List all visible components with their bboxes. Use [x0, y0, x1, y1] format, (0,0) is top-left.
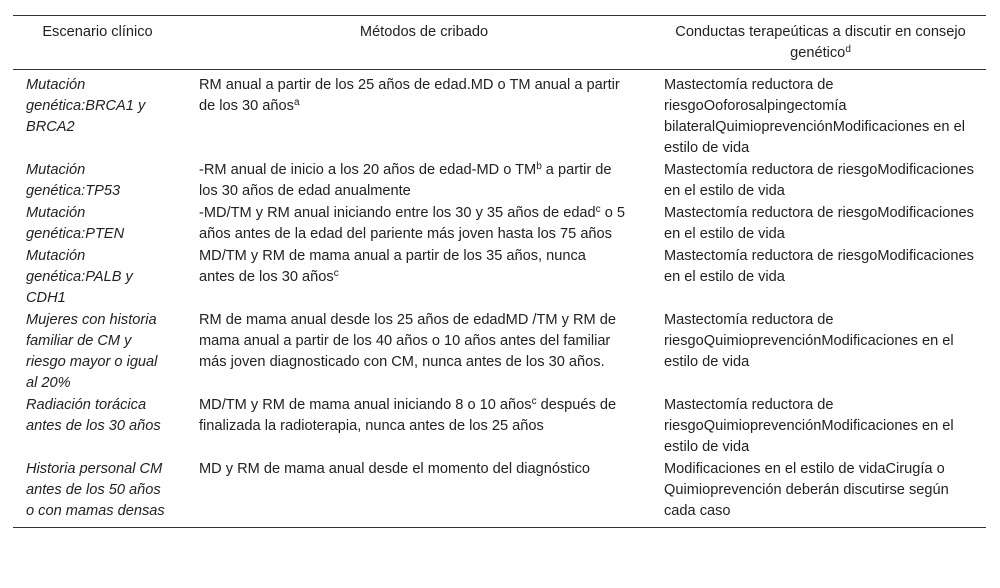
header-methods: Métodos de cribado [193, 16, 655, 70]
table-row [13, 203, 986, 246]
row-methods-text: MD/TM y RM de mama anual iniciando 8 o 10 años [199, 397, 532, 413]
row-methods [193, 395, 655, 459]
table-body [13, 70, 986, 528]
row-conduct: Mastectomía reductora de riesgoModificaciones en el estilo de vida [664, 205, 974, 242]
row-conduct: Mastectomía reductora de riesgoOoforosalpingectomía bilateralQuimioprevenciónModificaciones en el estilo de vida [664, 77, 965, 156]
row-methods-text: RM anual a partir de los 25 años de edad.MD o TM anual a partir de los 30 años [199, 77, 620, 114]
footnote-marker: d [845, 44, 851, 55]
table-row [13, 160, 986, 203]
row-methods-text-cont: después de finalizada la radioterapia, nunca antes de los 25 años [199, 397, 617, 434]
screening-table-container [13, 15, 986, 528]
row-scenario: Historia personal CM antes de los 50 años o con mamas densas [13, 459, 193, 528]
footnote-marker: c [333, 268, 339, 279]
row-methods [193, 203, 655, 246]
header-conduct-text: Conductas terapeúticas a discutir en consejo genético [675, 24, 966, 61]
row-methods: RM de mama anual desde los 25 años de edadMD /TM y RM de mama anual a partir de los 40 años o 10 años antes del familiar más joven diagnosticado con CM, nunca antes de los 30 años. [199, 312, 616, 370]
header-scenario: Escenario clínico [13, 16, 193, 70]
row-methods-text-cont: a partir de los 30 años de edad anualmente [199, 162, 612, 199]
table-row [13, 70, 986, 161]
row-conduct: Mastectomía reductora de riesgoQuimioprevenciónModificaciones en el estilo de vida [664, 397, 954, 455]
table-row [13, 395, 986, 459]
table-row [13, 246, 986, 310]
row-methods-text: MD/TM y RM de mama anual a partir de los 35 años, nunca antes de los 30 años [199, 248, 586, 285]
table-header [13, 16, 986, 70]
footnote-marker: a [293, 97, 300, 108]
header-row [13, 16, 986, 70]
row-conduct: Mastectomía reductora de riesgoQuimioprevenciónModificaciones en el estilo de vida [664, 312, 954, 370]
row-scenario: Mutación genética:PALB y CDH1 [26, 248, 133, 306]
screening-table [13, 15, 986, 528]
row-conduct: Modificaciones en el estilo de vidaCirugía o Quimioprevención deberán discutirse según cada caso [655, 459, 986, 528]
footnote-marker: b [536, 161, 542, 172]
table-row [13, 459, 986, 528]
row-scenario: Mutación genética:TP53 [26, 162, 121, 199]
footnote-marker: c [531, 396, 537, 407]
row-methods [193, 160, 655, 203]
row-methods-text: -MD/TM y RM anual iniciando entre los 30 y 35 años de edad [199, 205, 596, 221]
header-conduct [655, 16, 986, 70]
row-methods: MD y RM de mama anual desde el momento del diagnóstico [193, 459, 655, 528]
row-scenario: Mutación genética:PTEN [26, 205, 125, 242]
row-methods-text: -RM anual de inicio a los 20 años de edad-MD o TM [199, 162, 537, 178]
row-methods [193, 70, 655, 161]
table-row [13, 310, 986, 395]
row-conduct: Mastectomía reductora de riesgoModificaciones en el estilo de vida [664, 248, 974, 285]
row-scenario: Radiación torácica antes de los 30 años [26, 397, 161, 434]
footnote-marker: c [595, 204, 601, 215]
row-scenario: Mujeres con historia familiar de CM y riesgo mayor o igual al 20% [26, 312, 158, 391]
row-methods [193, 246, 655, 310]
row-scenario: Mutación genética:BRCA1 y BRCA2 [26, 77, 146, 135]
row-methods-text-cont: o 5 años antes de la edad del pariente más joven hasta los 75 años [199, 205, 626, 242]
row-conduct: Mastectomía reductora de riesgoModificaciones en el estilo de vida [664, 162, 974, 199]
